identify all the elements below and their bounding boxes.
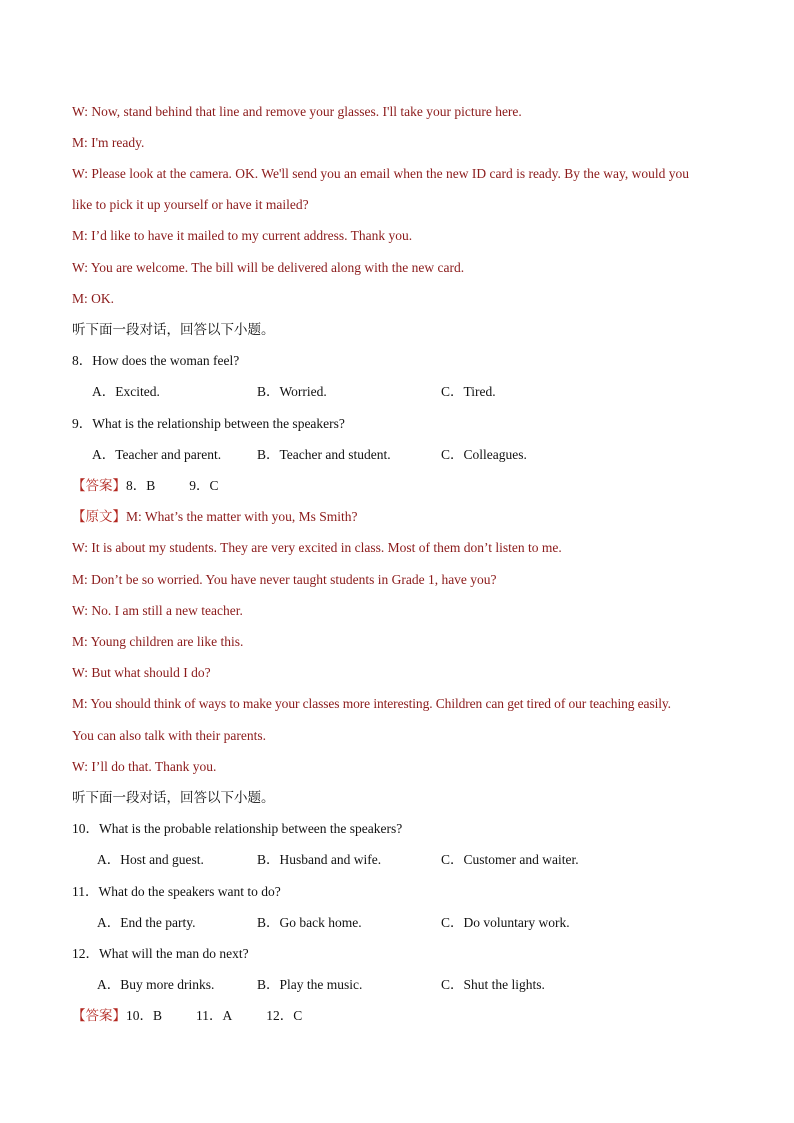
transcript-line: W: No. I am still a new teacher. (72, 603, 243, 618)
dialogue-line: M: I'm ready. (72, 135, 145, 150)
question-9: 9．What is the relationship between the speakers? (72, 416, 345, 431)
transcript-line: M: You should think of ways to make your classes more interesting. Children can get tired of our teaching easily. (72, 696, 671, 711)
dialogue-line: W: Please look at the camera. OK. We'll send you an email when the new ID card is ready. By the way, would you (72, 166, 690, 181)
q8-option-a: A．Excited. (92, 384, 160, 399)
transcript-line: W: But what should I do? (72, 665, 211, 680)
transcript-line: M: Young children are like this. (72, 634, 244, 649)
dialogue-line: W: You are welcome. The bill will be delivered along with the new card. (72, 260, 465, 275)
q12-option-c: C．Shut the lights. (441, 977, 545, 992)
question-11: 11．What do the speakers want to do? (72, 884, 281, 899)
q12-option-b: B．Play the music. (257, 977, 363, 992)
q11-option-b: B．Go back home. (257, 915, 362, 930)
dialogue-line: like to pick it up yourself or have it mailed? (72, 197, 309, 212)
question-12: 12．What will the man do next? (72, 946, 249, 961)
section-instruction: 听下面一段对话，回答以下小题。 (72, 322, 275, 337)
transcript-line: W: I’ll do that. Thank you. (72, 759, 217, 774)
question-10: 10．What is the probable relationship between the speakers? (72, 821, 403, 836)
transcript-first-line (72, 507, 357, 527)
dialogue-line: M: I’d like to have it mailed to my current address. Thank you. (72, 228, 413, 243)
dialogue-line: M: OK. (72, 291, 115, 306)
dialogue-line: W: Now, stand behind that line and remove your glasses. I'll take your picture here. (72, 104, 522, 119)
q11-option-a: A．End the party. (97, 915, 196, 930)
q8-option-c: C．Tired. (441, 384, 496, 399)
answer-10: 10．B (126, 1008, 163, 1023)
section-instruction: 听下面一段对话，回答以下小题。 (72, 790, 275, 805)
q8-option-b: B．Worried. (257, 384, 327, 399)
transcript-line: M: What’s the matter with you, Ms Smith? (126, 509, 358, 524)
answer-11: 11．A (196, 1008, 233, 1023)
q9-option-b: B．Teacher and student. (257, 447, 391, 462)
answer-row (72, 1006, 302, 1026)
answer-tag: 【答案】 (72, 478, 126, 493)
answer-9: 9．C (189, 478, 219, 493)
q11-option-c: C．Do voluntary work. (441, 915, 570, 930)
transcript-line: M: Don’t be so worried. You have never taught students in Grade 1, have you? (72, 572, 497, 587)
answer-8: 8．B (126, 478, 156, 493)
q10-option-c: C．Customer and waiter. (441, 852, 579, 867)
q10-option-a: A．Host and guest. (97, 852, 204, 867)
q12-option-a: A．Buy more drinks. (97, 977, 215, 992)
answer-12: 12．C (266, 1008, 303, 1023)
q9-option-a: A．Teacher and parent. (92, 447, 222, 462)
transcript-tag: 【原文】 (72, 509, 126, 524)
q9-option-c: C．Colleagues. (441, 447, 527, 462)
transcript-line: You can also talk with their parents. (72, 728, 266, 743)
answer-row (72, 476, 219, 496)
answer-tag: 【答案】 (72, 1008, 126, 1023)
transcript-line: W: It is about my students. They are very excited in class. Most of them don’t listen to me. (72, 540, 562, 555)
q10-option-b: B．Husband and wife. (257, 852, 382, 867)
question-8: 8．How does the woman feel? (72, 353, 240, 368)
